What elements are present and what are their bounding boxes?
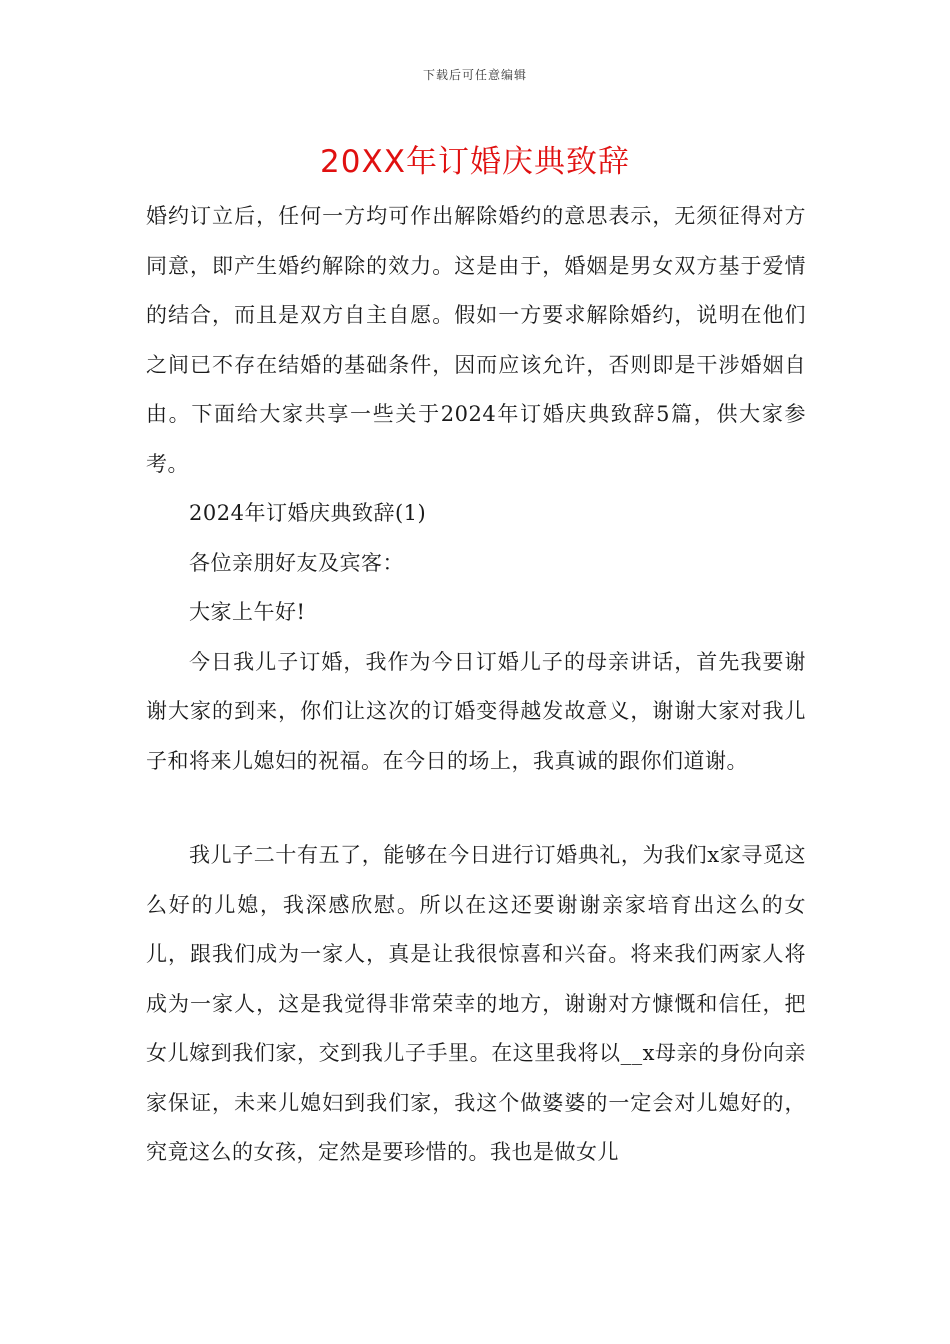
header-note: 下载后可任意编辑 bbox=[422, 68, 527, 82]
greeting: 大家上午好! bbox=[189, 600, 306, 624]
salutation: 各位亲朋好友及宾客： bbox=[189, 550, 404, 575]
paragraph-gap bbox=[146, 786, 806, 831]
speech-paragraph-1: 今日我儿子订婚，我作为今日订婚儿子的母亲讲话，首先我要谢谢大家的到来，你们让这次的订婚变得越发故意义，谢谢大家对我儿子和将来儿媳妇的祝福。在今日的场上，我真诚的跟你们道谢。 bbox=[146, 649, 806, 773]
document-body bbox=[146, 192, 806, 1178]
section-heading: 2024年订婚庆典致辞(1) bbox=[189, 501, 427, 525]
intro-paragraph: 婚约订立后，任何一方均可作出解除婚约的意思表示，无须征得对方同意，即产生婚约解除的效力。这是由于，婚姻是男女双方基于爱情的结合，而且是双方自主自愿。假如一方要求解除婚约，说明在他们之间已不存在结婚的基础条件，因而应该允许，否则即是干涉婚姻自由。下面给大家共享一些关于2024年订婚庆典致辞5篇，供大家参考。 bbox=[146, 204, 806, 476]
document-title: 20XX年订婚庆典致辞 bbox=[320, 144, 630, 180]
speech-paragraph-2: 我儿子二十有五了，能够在今日进行订婚典礼，为我们x家寻觅这么好的儿媳，我深感欣慰。所以在这还要谢谢亲家培育出这么的女儿，跟我们成为一家人，真是让我很惊喜和兴奋。将来我们两家人将成为一家人，这是我觉得非常荣幸的地方，谢谢对方慷慨和信任，把女儿嫁到我们家，交到我儿子手里。在这里我将以__x母亲的身份向亲家保证，未来儿媳妇到我们家，我这个做婆婆的一定会对儿媳好的，究竟这么的女孩，定然是要珍惜的。我也是做女儿 bbox=[146, 843, 806, 1164]
